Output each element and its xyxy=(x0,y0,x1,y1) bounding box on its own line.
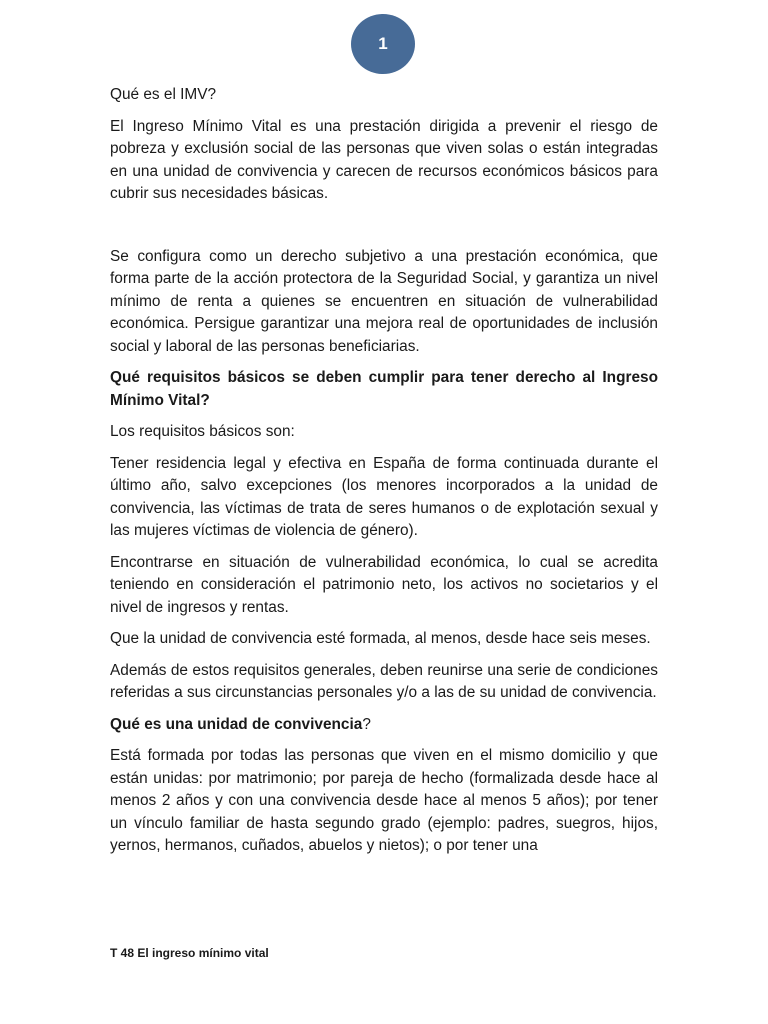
paragraph-definition: El Ingreso Mínimo Vital es una prestación dirigida a prevenir el riesgo de pobreza y exclusión social de las personas que viven solas o están integradas en una unidad de convivencia y carecen de recursos económicos básicos para cubrir sus necesidades básicas. xyxy=(110,117,658,202)
paragraph-conditions: Además de estos requisitos generales, deben reunirse una serie de condiciones referidas a sus circunstancias personales y/o a las de su unidad de convivencia. xyxy=(110,661,658,701)
question-unit xyxy=(110,714,658,737)
question-requirements: Qué requisitos básicos se deben cumplir para tener derecho al Ingreso Mínimo Vital? xyxy=(110,369,658,409)
page-number-badge xyxy=(351,14,415,74)
paragraph-vulnerability: Encontrarse en situación de vulnerabilidad económica, lo cual se acredita teniendo en consideración el patrimonio neto, los activos no societarios y el nivel de ingresos y rentas. xyxy=(110,553,658,616)
section-heading: Qué es el IMV? xyxy=(110,86,217,103)
paragraph-cohabitation: Que la unidad de convivencia esté formada, al menos, desde hace seis meses. xyxy=(110,630,651,647)
question-unit-bold: Qué es una unidad de convivencia xyxy=(110,715,363,733)
page-number: 1 xyxy=(378,34,388,53)
paragraph-residence: Tener residencia legal y efectiva en España de forma continuada durante el último año, salvo excepciones (los menores incorporados a la unidad de convivencia, las víctimas de trata de seres humanos o de explotación sexual y las mujeres víctimas de violencia de género). xyxy=(110,454,658,539)
paragraph-unit-definition: Está formada por todas las personas que viven en el mismo domicilio y que están unidas: por matrimonio; por pareja de hecho (formalizada desde hace al menos 2 años y con una convivencia desde hace al menos 5 años); por tener un vínculo familiar de hasta segundo grado (ejemplo: padres, suegros, hijos, yernos, hermanos, cuñados, abuelos y nietos); o por tener una xyxy=(110,747,658,854)
document-body xyxy=(110,84,658,867)
page-footer: T 48 El ingreso mínimo vital xyxy=(110,946,269,960)
question-unit-mark: ? xyxy=(362,715,371,733)
paragraph-right: Se configura como un derecho subjetivo a una prestación económica, que forma parte de la acción protectora de la Seguridad Social, y garantiza un nivel mínimo de renta a quienes se encuentren en situación de vulnerabilidad económica. Persigue garantizar una mejora real de oportunidades de inclusión social y laboral de las personas beneficiarias. xyxy=(110,247,658,355)
paragraph-requirements-intro: Los requisitos básicos son: xyxy=(110,423,295,440)
